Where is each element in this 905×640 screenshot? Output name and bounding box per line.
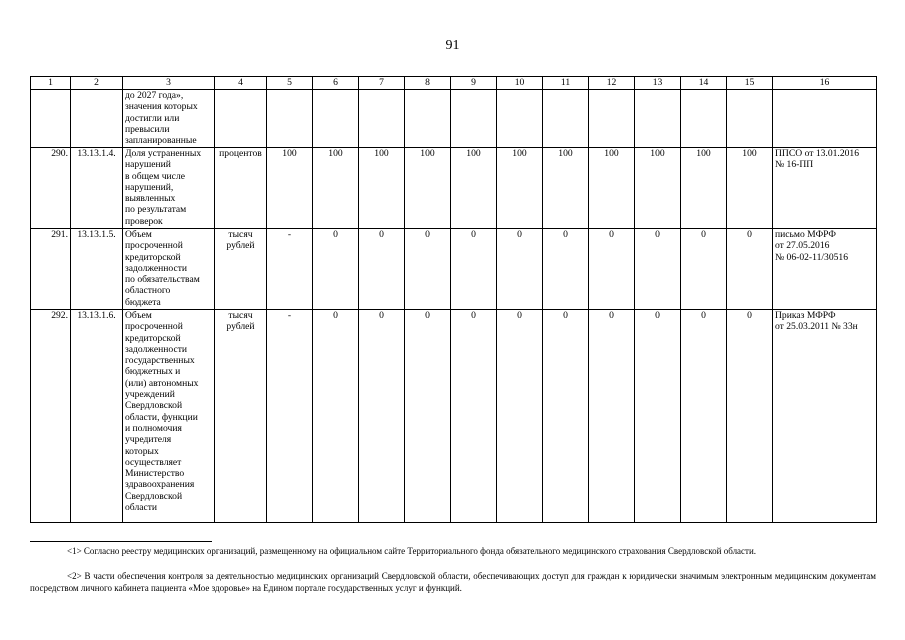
value-cell — [451, 90, 497, 148]
column-number-16: 16 — [773, 77, 877, 90]
source-document-cell — [773, 90, 877, 148]
value-cell: 0 — [589, 229, 635, 310]
value-cell — [681, 90, 727, 148]
table-row — [31, 148, 877, 229]
table-row — [31, 90, 877, 148]
value-cell: 100 — [405, 148, 451, 229]
column-number-2: 2 — [71, 77, 123, 90]
indicator-name-cell: Объем просроченной кредиторской задолженности государственных бюджетных и (или) автономных учреждений Свердловской области, функции и полномочия учредителя которых осуществляет Министерство здравоохранения Свердловской области — [123, 310, 215, 523]
row-number-cell — [31, 90, 71, 148]
page-number: 91 — [445, 38, 460, 53]
value-cell: 100 — [589, 148, 635, 229]
value-cell — [313, 90, 359, 148]
value-cell: 100 — [681, 148, 727, 229]
column-number-11: 11 — [543, 77, 589, 90]
value-cell: 0 — [359, 229, 405, 310]
value-cell: 0 — [313, 229, 359, 310]
value-cell: 100 — [451, 148, 497, 229]
value-cell: 0 — [727, 310, 773, 523]
indicator-name-cell: до 2027 года», значения которых достигли или превысили запланированные — [123, 90, 215, 148]
value-cell: 100 — [727, 148, 773, 229]
column-number-12: 12 — [589, 77, 635, 90]
value-cell: 0 — [359, 310, 405, 523]
column-number-row — [31, 77, 877, 90]
column-number-8: 8 — [405, 77, 451, 90]
value-cell — [543, 90, 589, 148]
table-body — [31, 77, 877, 523]
value-cell: 100 — [267, 148, 313, 229]
footnote-1: <1> Согласно реестру медицинских организаций, размещенному на официальном сайте Территориального фонда обязательного медицинского страхования Свердловской области. — [67, 546, 757, 556]
value-cell: 0 — [543, 310, 589, 523]
source-document-cell: ППСО от 13.01.2016 № 16-ПП — [773, 148, 877, 229]
column-number-14: 14 — [681, 77, 727, 90]
table-row — [31, 310, 877, 523]
column-number-5: 5 — [267, 77, 313, 90]
value-cell: 100 — [635, 148, 681, 229]
value-cell: 100 — [543, 148, 589, 229]
indicators-table — [30, 76, 877, 523]
value-cell: 100 — [359, 148, 405, 229]
value-cell: 0 — [451, 310, 497, 523]
value-cell: 0 — [635, 310, 681, 523]
value-cell: 0 — [405, 229, 451, 310]
column-number-15: 15 — [727, 77, 773, 90]
column-number-1: 1 — [31, 77, 71, 90]
value-cell: 0 — [589, 310, 635, 523]
value-cell: 0 — [681, 229, 727, 310]
value-cell: 0 — [681, 310, 727, 523]
row-number-cell: 290. — [31, 148, 71, 229]
indicator-code-cell: 13.13.1.5. — [71, 229, 123, 310]
value-cell: - — [267, 310, 313, 523]
value-cell: 0 — [727, 229, 773, 310]
source-document-cell: Приказ МФРФ от 25.03.2011 № 33н — [773, 310, 877, 523]
value-cell: 0 — [635, 229, 681, 310]
column-number-9: 9 — [451, 77, 497, 90]
value-cell: 0 — [405, 310, 451, 523]
indicator-code-cell: 13.13.1.6. — [71, 310, 123, 523]
column-number-10: 10 — [497, 77, 543, 90]
unit-cell: процентов — [215, 148, 267, 229]
source-document-cell: письмо МФРФ от 27.05.2016 № 06-02-11/30516 — [773, 229, 877, 310]
value-cell — [405, 90, 451, 148]
value-cell — [635, 90, 681, 148]
indicator-code-cell — [71, 90, 123, 148]
unit-cell: тысяч рублей — [215, 229, 267, 310]
footnote-separator — [30, 541, 212, 542]
table-row — [31, 229, 877, 310]
footnote-2: <2> В части обеспечения контроля за деятельностью медицинских организаций Свердловской области, обеспечивающих доступ для граждан к юридически значимым электронным медицинским документам посредством личного кабинета пациента «Мое здоровье» на Едином портале государственных услуг и функций. — [30, 571, 876, 593]
indicator-name-cell: Объем просроченной кредиторской задолженности по обязательствам областного бюджета — [123, 229, 215, 310]
column-number-3: 3 — [123, 77, 215, 90]
value-cell — [497, 90, 543, 148]
value-cell: 0 — [497, 310, 543, 523]
indicator-name-cell: Доля устраненных нарушений в общем числе нарушений, выявленных по результатам проверок — [123, 148, 215, 229]
value-cell — [589, 90, 635, 148]
value-cell: - — [267, 229, 313, 310]
value-cell — [727, 90, 773, 148]
column-number-13: 13 — [635, 77, 681, 90]
column-number-7: 7 — [359, 77, 405, 90]
value-cell: 100 — [497, 148, 543, 229]
value-cell — [359, 90, 405, 148]
row-number-cell: 292. — [31, 310, 71, 523]
value-cell: 0 — [543, 229, 589, 310]
value-cell: 0 — [313, 310, 359, 523]
row-number-cell: 291. — [31, 229, 71, 310]
column-number-4: 4 — [215, 77, 267, 90]
value-cell: 0 — [497, 229, 543, 310]
value-cell: 0 — [451, 229, 497, 310]
indicator-code-cell: 13.13.1.4. — [71, 148, 123, 229]
unit-cell — [215, 90, 267, 148]
value-cell — [267, 90, 313, 148]
unit-cell: тысяч рублей — [215, 310, 267, 523]
value-cell: 100 — [313, 148, 359, 229]
column-number-6: 6 — [313, 77, 359, 90]
